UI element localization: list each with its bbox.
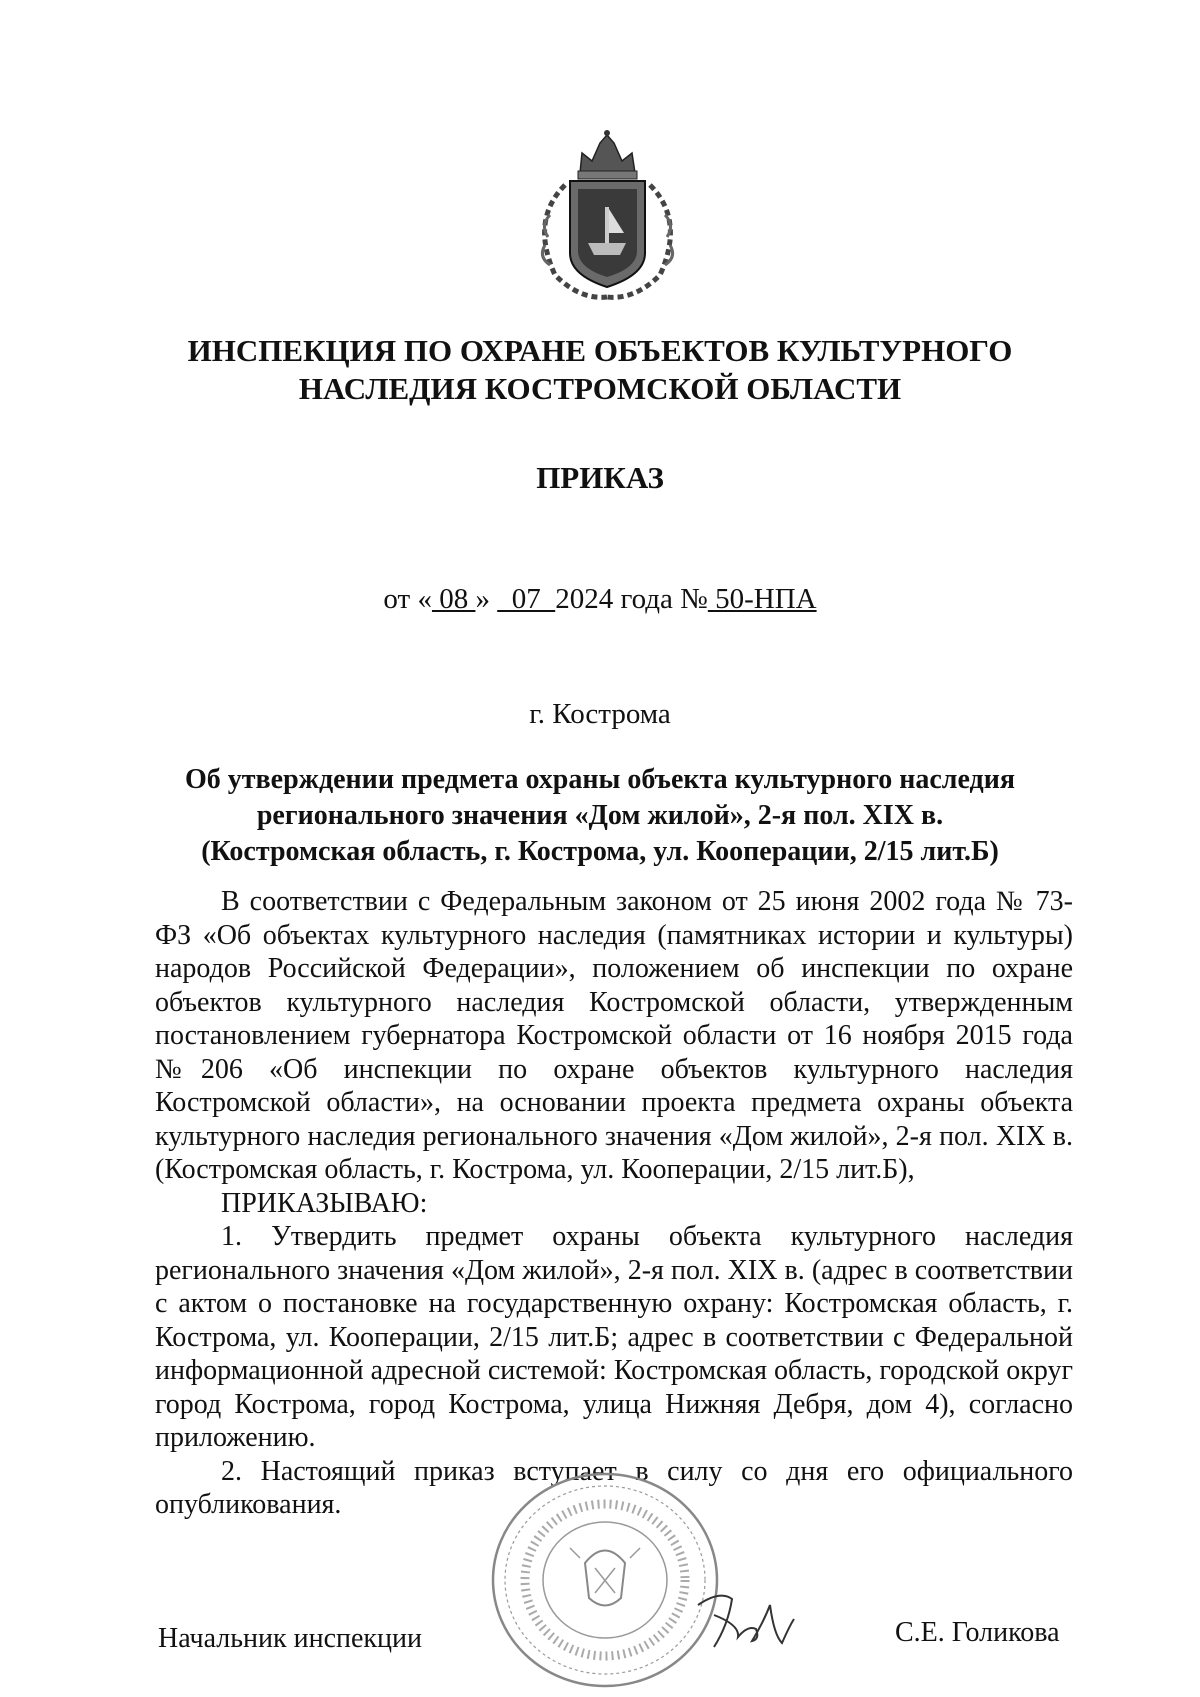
document-body xyxy=(155,885,1073,1522)
order-word: ПРИКАЗЫВАЮ: xyxy=(221,1187,428,1219)
date-year: 2024 года № xyxy=(555,583,708,615)
handwritten-signature-icon xyxy=(690,1585,800,1665)
organization-line-1: ИНСПЕКЦИЯ ПО ОХРАНЕ ОБЪЕКТОВ КУЛЬТУРНОГО xyxy=(187,333,1013,368)
kostroma-coat-of-arms-icon xyxy=(510,125,705,305)
date-prefix: от « xyxy=(383,583,432,615)
preamble-paragraph: В соответствии с Федеральным законом от 25 июня 2002 года № 73-ФЗ «Об объектах культурного наследия (памятниках истории и культуры) народов Российской Федерации», положением об инспекции по охране объектов культурного наследия Костромской области, утвержденным постановлением губернатора Костромской области от 16 ноября 2015 года №206 «Об инспекции по охране объектов культурного наследия Костромской области», на основании проекта предмета охраны объекта культурного наследия регионального значения «Дом жилой», 2-я пол. XIX в. (Костромская область, г. Кострома, ул. Кооперации, 2/15 лит.Б), xyxy=(155,886,1073,1185)
signatory-name: С.Е. Голикова xyxy=(895,1617,1060,1648)
item-1-paragraph: 1. Утвердить предмет охраны объекта культурного наследия регионального значения «Дом жилой», 2-я пол. XIX в. (адрес в соответствии с актом о постановке на государственную охрану: Костромская область, г. Кострома, ул. Кооперации, 2/15 лит.Б; адрес в соответствии с Федеральной информационной адресной системой: Костромская область, городской округ город Кострома, город Кострома, улица Нижняя Дебря, дом 4), согласно приложению. xyxy=(155,1221,1073,1453)
document-number: 50-НПА xyxy=(707,583,817,615)
signatory-title: Начальник инспекции xyxy=(158,1623,422,1654)
date-day: 08 xyxy=(431,583,476,615)
organization-name xyxy=(150,332,1050,408)
city: г. Кострома xyxy=(529,698,671,730)
date-month: 07 xyxy=(497,583,556,615)
date-separator: » xyxy=(475,583,498,615)
subject-line-3: (Костромская область, г. Кострома, ул. Кооперации, 2/15 лит.Б) xyxy=(201,836,999,867)
document-type: ПРИКАЗ xyxy=(536,460,664,495)
item-2-paragraph: 2. Настоящий приказ вступает в силу со дня его официального опубликования. xyxy=(155,1455,1073,1520)
organization-line-2: НАСЛЕДИЯ КОСТРОМСКОЙ ОБЛАСТИ xyxy=(298,371,902,406)
document-subject xyxy=(150,762,1050,870)
subject-line-2: регионального значения «Дом жилой», 2-я пол. XIX в. xyxy=(256,800,944,831)
subject-line-1: Об утверждении предмета охраны объекта культурного наследия xyxy=(185,764,1015,795)
official-seal-icon xyxy=(485,1468,725,1693)
date-number-line xyxy=(150,583,1050,616)
